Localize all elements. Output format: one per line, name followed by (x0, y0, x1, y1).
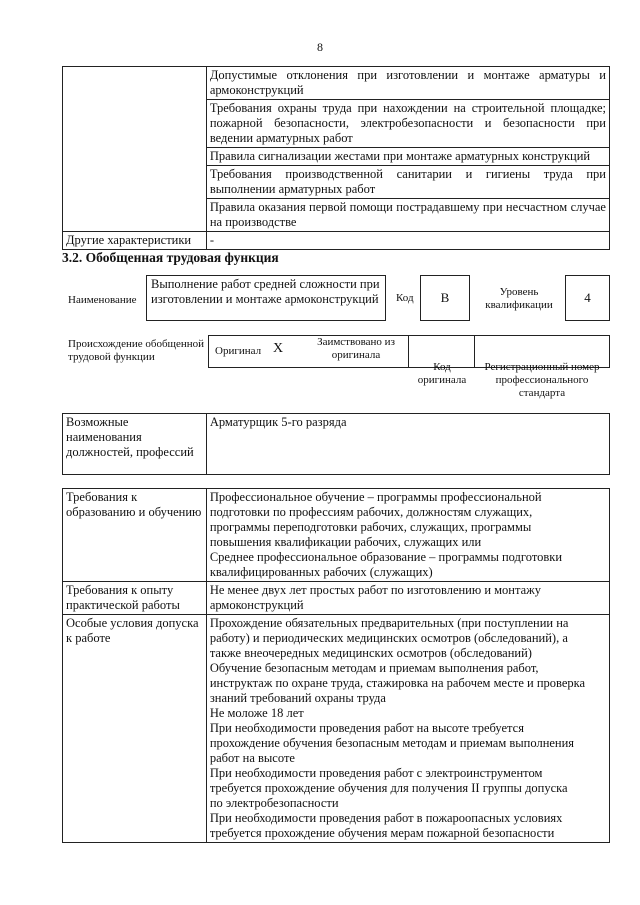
table-row (63, 489, 610, 582)
text-line: по электробезопасности (209, 796, 339, 810)
text-line: Среднее профессиональное образование – программы подготовки (209, 550, 563, 564)
text-line: инструктаж по охране труда, стажировка на рабочем месте и проверка (209, 676, 586, 690)
row-label: Другие характеристики (63, 232, 207, 250)
table-row (63, 414, 610, 475)
level-value: 4 (584, 290, 591, 305)
text-line: повышения квалификации рабочих, служащих или (209, 535, 482, 549)
origin-divider-1 (408, 335, 409, 368)
text-line: При необходимости проведения работ на высоте требуется (209, 721, 524, 735)
positions-value: Арматурщик 5-го разряда (206, 414, 609, 475)
text-line: работ на высоте (209, 751, 295, 765)
admission-text (206, 615, 609, 843)
table-row (63, 232, 610, 250)
experience-text (206, 582, 609, 615)
borrowed-label: Заимствовано из оригинала (317, 336, 395, 361)
text-line: Не моложе 18 лет (209, 706, 304, 720)
name-value-box (146, 275, 386, 321)
original-label: Оригинал (215, 345, 262, 357)
text-line: знаний требований охраны труда (209, 691, 386, 705)
text-line: квалифицированных рабочих (служащих) (209, 565, 433, 579)
admission-label: Особые условия допуска к работе (63, 615, 207, 843)
text-line: требуется прохождение обучения мерам пожарной безопасности (209, 826, 555, 840)
education-label: Требования к образованию и обучению (63, 489, 207, 582)
table-row (63, 615, 610, 843)
table-row (63, 67, 610, 100)
code-original-caption: Код оригинала (417, 361, 467, 386)
positions-table (62, 413, 610, 475)
origin-divider-2 (474, 335, 475, 368)
positions-label: Возможные наименования должностей, профессий (63, 414, 207, 475)
text-line: требуется прохождение обучения для получения II группы допуска (209, 781, 568, 795)
origin-label: Происхождение обобщенной трудовой функции (68, 338, 205, 363)
text-line: армоконструкций (209, 598, 304, 612)
code-label: Код (396, 292, 414, 304)
text-line: также внеочередных медицинских осмотров (обследований) (209, 646, 532, 660)
code-value-box (420, 275, 470, 321)
original-mark: X (273, 341, 284, 356)
row-text: - (206, 232, 609, 250)
text-line: Профессиональное обучение – программы профессиональной (209, 490, 542, 504)
name-label: Наименование (68, 294, 137, 306)
row-text: Правила оказания первой помощи пострадавшему при несчастном случае на производстве (206, 199, 609, 232)
row-text: Требования охраны труда при нахождении на строительной площадке; пожарной безопасности, электробезопасности и безопасности при ведении арматурных работ (206, 100, 609, 148)
name-value: Выполнение работ средней сложности при изготовлении и монтаже армоконструкций (151, 277, 380, 306)
text-line: программы переподготовки рабочих, служащих, программы (209, 520, 532, 534)
text-line: При необходимости проведения работ с электроинструментом (209, 766, 543, 780)
page-number: 8 (317, 40, 323, 54)
level-value-box (565, 275, 610, 321)
reg-number-caption: Регистрационный номер профессионального стандарта (484, 361, 600, 399)
text-line: При необходимости проведения работ в пожароопасных условиях (209, 811, 563, 825)
knowledge-table (62, 66, 610, 250)
text-line: подготовки по профессиям рабочих, должностям служащих, (209, 505, 533, 519)
experience-label: Требования к опыту практической работы (63, 582, 207, 615)
row-label (63, 67, 207, 232)
education-text (206, 489, 609, 582)
table-row (63, 582, 610, 615)
row-text: Допустимые отклонения при изготовлении и монтаже арматуры и армоконструкций (206, 67, 609, 100)
text-line: Обучение безопасным методам и приемам выполнения работ, (209, 661, 539, 675)
text-line: Не менее двух лет простых работ по изготовлению и монтажу (209, 583, 542, 597)
level-label: Уровень квалификации (485, 286, 553, 311)
text-line: работу) и периодических медицинских осмотров (обследований), а (209, 631, 568, 645)
code-value: В (440, 290, 450, 305)
text-line: Прохождение обязательных предварительных (при поступлении на (209, 616, 569, 630)
text-line: прохождение обучения безопасным методам и приемам выполнения (209, 736, 575, 750)
requirements-table (62, 488, 610, 843)
row-text: Правила сигнализации жестами при монтаже арматурных конструкций (206, 148, 609, 166)
section-title: 3.2. Обобщенная трудовая функция (62, 250, 279, 265)
row-text: Требования производственной санитарии и гигиены труда при выполнении арматурных работ (206, 166, 609, 199)
